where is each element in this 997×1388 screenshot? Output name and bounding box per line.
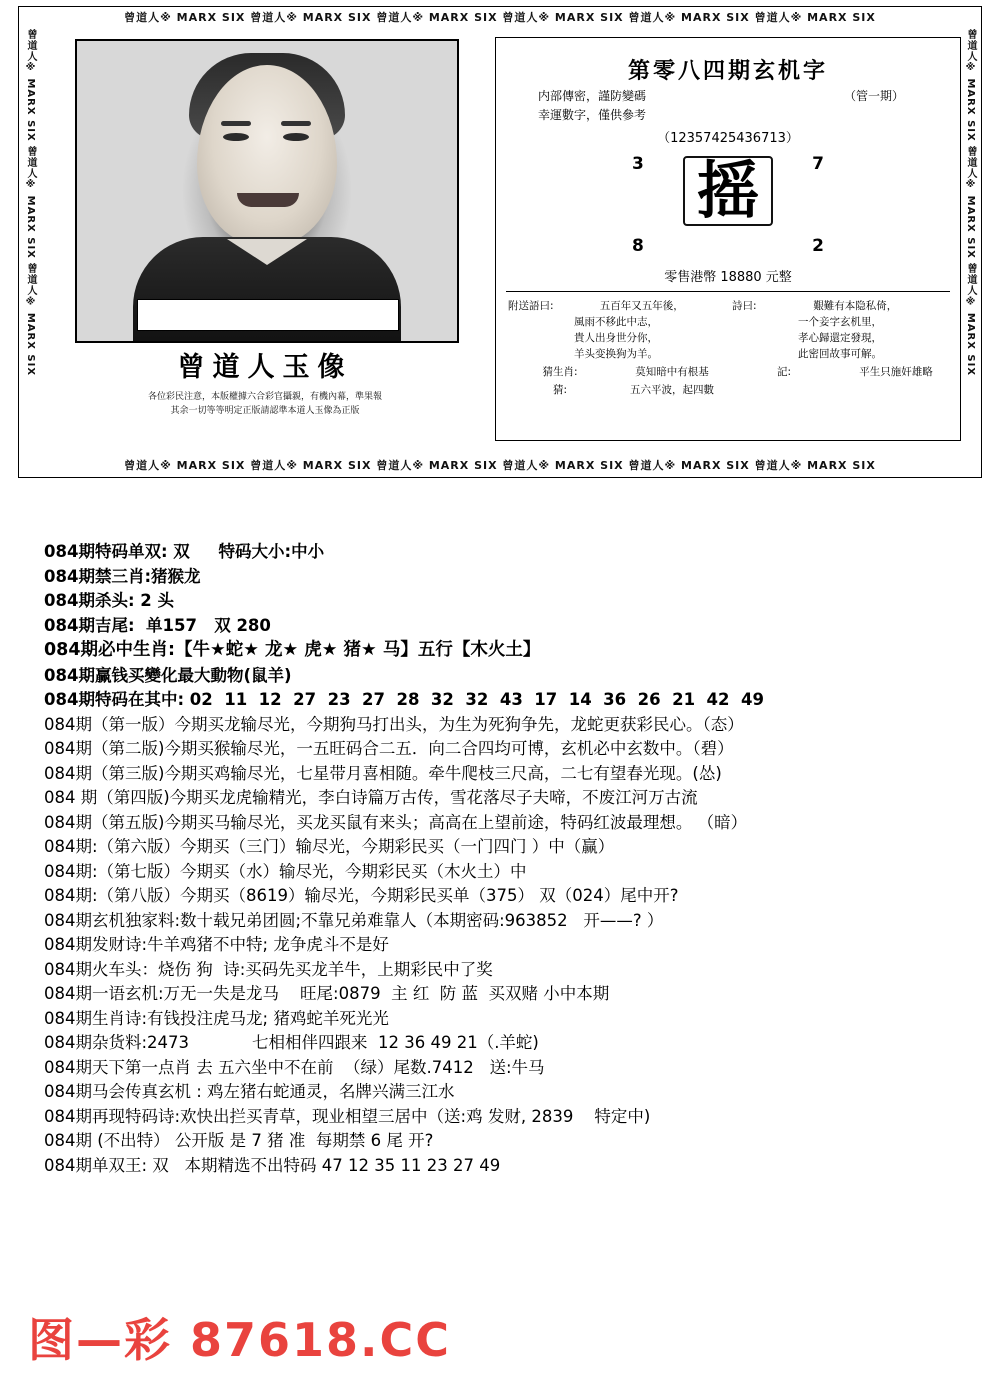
marquee-right-text: 曾道人※ MARX SIX 曾道人※ MARX SIX 曾道人※ MARX SIX	[965, 29, 976, 377]
watermark: 图—彩 87618.CC	[28, 1313, 452, 1367]
oracle-divider	[506, 291, 950, 292]
forecast-line: 084期生肖诗:有钱投注虎马龙; 猪鸡蛇羊死光光	[44, 1008, 389, 1028]
oracle-poem-right	[728, 298, 952, 362]
oracle-footer-spacer	[728, 382, 840, 398]
oracle-poem-right-line: 艱難有本隐私倚，	[813, 300, 898, 312]
forecast-line: 084期特码单双: 双 特码大小:中小	[44, 542, 325, 561]
portrait-brow-right	[281, 121, 311, 126]
oracle-big-character: 摇	[683, 156, 773, 226]
marquee-bottom: 曾道人※ MARX SIX 曾道人※ MARX SIX 曾道人※ MARX SIX 曾道人※ MARX SIX 曾道人※ MARX SIX 曾道人※ MARX SIX	[124, 459, 876, 472]
forecast-line: 084期杀头: 2 头	[44, 591, 175, 610]
forecast-line: 084期天下第一点肖 去 五六坐中不在前 （绿）尾数.7412 送:牛马	[44, 1057, 545, 1077]
oracle-character-area	[504, 150, 952, 260]
forecast-line: 084期玄机独家料:数十载兄弟团圆;不靠兄弟难靠人（本期密码:963852 开——? ）	[44, 910, 664, 930]
forecast-line: 084期:（第八版）今期买（8619）输尽光，今期彩民买单（375） 双（024）尾中开?	[44, 886, 679, 905]
poster-inner	[45, 33, 955, 451]
oracle-sub-paren: （管一期）	[843, 89, 904, 103]
forecast-line: 084期赢钱买變化最大動物(鼠羊)	[44, 665, 292, 685]
oracle-poem-right-line: 孝心歸還定發現，	[798, 332, 882, 344]
oracle-note-text: 平生只施奸雄略	[859, 366, 933, 378]
oracle-lucky-numbers: （12357425436713）	[657, 131, 799, 146]
portrait-white-bar	[137, 299, 399, 331]
marquee-left-text: 曾道人※ MARX SIX 曾道人※ MARX SIX 曾道人※ MARX SIX	[25, 29, 36, 377]
forecast-line: 084期发财诗:牛羊鸡猪不中特; 龙争虎斗不是好	[44, 935, 389, 954]
portrait-eye-left	[223, 133, 249, 141]
oracle-corner-bottom-left: 8	[632, 236, 644, 256]
portrait-photo	[75, 39, 459, 343]
oracle-sub-2: 幸運數字，僅供參考	[538, 108, 647, 122]
forecast-line: 084期（第五版)今期买马输尽光，买龙买鼠有来头；高高在上望前途，特码红波最理想。 （暗）	[44, 812, 748, 832]
portrait-mouth	[237, 193, 299, 207]
forecast-line: 084期马会传真玄机 : 鸡左猪右蛇通灵，名牌兴满三江水	[44, 1082, 455, 1101]
forecast-line: 084 期（第四版)今期买龙虎输精光，李白诗篇万古传，雪花落尽子夫啼，不废江河万古流	[44, 788, 698, 807]
oracle-sub-1-text: 内部傳密，謹防變碼	[538, 89, 647, 103]
portrait-title: 曾道人玉像	[177, 352, 353, 383]
forecast-line: 084期:（第六版）今期买（三门）输尽光，今期彩民买（一门四门 ）中（赢）	[44, 837, 615, 856]
forecast-line: 084期（第二版)今期买猴输尽光，一五旺码合二五．向二合四均可博，玄机必中玄数中。（碧）	[44, 739, 734, 758]
oracle-poem-left-label: 附送語曰:	[508, 300, 554, 312]
forecast-line: 084期（第一版）今期买龙输尽光，今期狗马打出头，为生为死狗争先，龙蛇更获彩民心。（态）	[44, 714, 744, 734]
oracle-panel	[495, 37, 961, 441]
oracle-poem-right-line: 一个妾字玄机里，	[798, 316, 882, 328]
forecast-line: 084期 (不出特） 公开版 是 7 猪 准 每期禁 6 尾 开?	[44, 1131, 434, 1150]
oracle-poem-right-line: 此密回故事可解。	[798, 348, 882, 360]
forecast-line: 084期吉尾: 单157 双 280	[44, 615, 271, 635]
oracle-corner-top-right: 7	[812, 154, 824, 174]
oracle-sub-1	[538, 87, 952, 106]
forecast-line: 084期再现特码诗:欢快出拦买青草，现业相望三居中（送:鸡 发财, 2839 特定中)	[44, 1106, 651, 1126]
portrait-brow-left	[221, 121, 251, 126]
oracle-corner-top-left: 3	[632, 154, 644, 174]
forecast-line: 084期火车头：烧伤 狗 诗:买码先买龙羊牛，上期彩民中了奖	[44, 959, 493, 979]
oracle-footer-row-1	[504, 364, 952, 380]
oracle-poem-left	[504, 298, 728, 362]
forecast-line: 084期禁三肖:猪猴龙	[44, 566, 201, 586]
oracle-poem-right-label: 詩曰:	[732, 300, 757, 312]
oracle-guess-label: 猜:	[552, 384, 568, 396]
forecast-line: 084期:（第七版）今期买（水）输尽光，今期彩民买（木火土）中	[44, 861, 527, 881]
forecast-line: 084期特码在其中: 02 11 12 27 23 27 28 32 32 43 17 14 36 26 21 42 49	[44, 690, 764, 709]
portrait-note-1: 各位彩民注意，本版權據六合彩官攝親，有機內幕，準果報	[147, 392, 382, 402]
poster-banner	[18, 6, 982, 478]
forecast-line: 084期一语玄机:万无一失是龙马 旺尾:0879 主 红 防 蓝 买双赌 小中本期	[44, 984, 610, 1003]
forecast-line: 084期单双王: 双 本期精选不出特码 47 12 35 11 23 27 49	[44, 1155, 501, 1175]
oracle-poem-left-line: 羊头变换狗为羊。	[574, 348, 658, 360]
oracle-zodiac-text: 莫知暗中有根基	[635, 366, 709, 378]
portrait-eye-right	[283, 133, 309, 141]
oracle-zodiac-label: 猜生肖:	[542, 366, 578, 378]
forecast-line: 084期杂货料:2473 七相相伴四跟来 12 36 49 21（.羊蛇)	[44, 1033, 539, 1052]
oracle-price: 零售港幣 18880 元整	[664, 270, 792, 285]
oracle-footer-row-2	[504, 382, 952, 398]
oracle-poems	[504, 298, 952, 362]
oracle-poem-left-line: 貴人出身世分你，	[574, 332, 658, 344]
portrait-note-2: 其余一切等等明定正版請認準本道人玉像為正版	[170, 406, 360, 416]
oracle-title: 第零八四期玄机字	[627, 59, 828, 84]
oracle-guess-text: 五六平波，起四數	[630, 384, 714, 396]
oracle-poem-left-line: 五百年又五年後，	[599, 300, 684, 312]
forecast-line: 084期（第三版)今期买鸡输尽光，七星带月喜相随。牵牛爬枝三尺高，二七有望春光现。(怂)	[44, 763, 722, 783]
forecast-line: 084期必中生肖:【牛★蛇★ 龙★ 虎★ 猪★ 马】五行【木火土】	[44, 640, 541, 660]
forecast-text-block	[0, 540, 997, 1178]
oracle-note-label: 記:	[776, 366, 792, 378]
oracle-poem-left-line: 風雨不移此中志，	[574, 316, 658, 328]
marquee-left	[19, 29, 41, 455]
marquee-top: 曾道人※ MARX SIX 曾道人※ MARX SIX 曾道人※ MARX SIX 曾道人※ MARX SIX 曾道人※ MARX SIX 曾道人※ MARX SIX	[124, 11, 876, 24]
oracle-corner-bottom-right: 2	[812, 236, 824, 256]
marquee-right	[959, 29, 981, 455]
oracle-footer-spacer	[840, 382, 952, 398]
portrait-block	[75, 39, 455, 439]
